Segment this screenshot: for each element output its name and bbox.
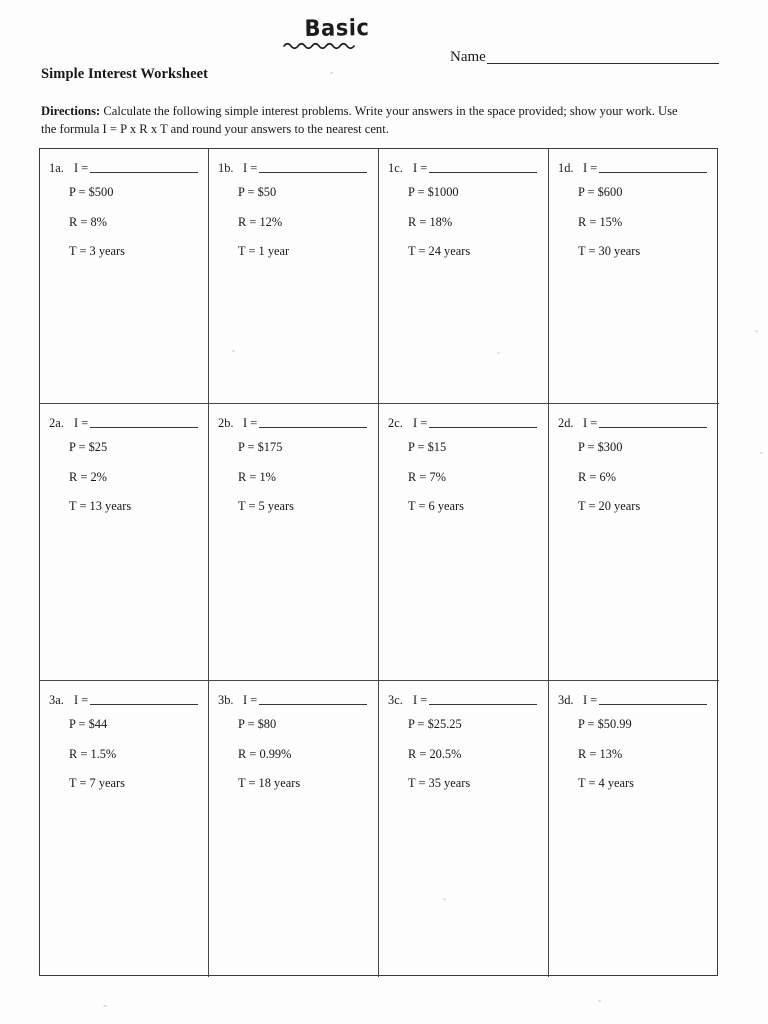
rate-value: R = 0.99% xyxy=(238,746,292,761)
principal-value: P = $80 xyxy=(238,717,277,732)
problem-number: 2c. xyxy=(388,416,403,430)
answer-prompt: I = xyxy=(74,693,89,707)
handwritten-basic-annotation xyxy=(282,14,392,42)
directions-paragraph xyxy=(41,103,686,139)
time-value: T = 13 years xyxy=(69,499,132,514)
problem-number: 1c. xyxy=(388,161,403,175)
principal-value: P = $50 xyxy=(238,185,277,200)
problem-answer-row xyxy=(49,162,202,175)
problem-answer-row xyxy=(388,162,542,175)
rate-value: R = 1.5% xyxy=(69,746,117,761)
directions-label: Directions: xyxy=(41,104,101,118)
rate-value: R = 6% xyxy=(578,469,616,484)
name-field[interactable] xyxy=(450,50,719,66)
directions-text: Calculate the following simple interest problems. Write your answers in the space provided; show your work. Use the formula I = P x R x T and round your answers to the nearest cent. xyxy=(41,104,678,136)
problem-cell-1c xyxy=(379,149,549,404)
scan-artifact xyxy=(330,72,333,74)
answer-write-in-line[interactable] xyxy=(429,704,537,705)
problem-grid xyxy=(39,148,718,976)
time-value: T = 35 years xyxy=(408,776,471,791)
principal-value: P = $25 xyxy=(69,440,108,455)
problem-number: 1d. xyxy=(558,161,574,175)
answer-prompt: I = xyxy=(413,693,428,707)
answer-write-in-line[interactable] xyxy=(90,172,198,173)
problem-number: 3b. xyxy=(218,693,234,707)
problem-cell-3a xyxy=(40,681,209,977)
rate-value: R = 1% xyxy=(238,469,276,484)
answer-write-in-line[interactable] xyxy=(259,172,367,173)
rate-value: R = 12% xyxy=(238,214,283,229)
principal-value: P = $1000 xyxy=(408,185,459,200)
problem-number: 3a. xyxy=(49,693,64,707)
page-title: Simple Interest Worksheet xyxy=(41,66,209,82)
answer-prompt: I = xyxy=(583,693,598,707)
problem-answer-row xyxy=(218,162,372,175)
problem-number: 2d. xyxy=(558,416,574,430)
squiggle-underline-icon xyxy=(283,41,357,50)
principal-value: P = $300 xyxy=(578,440,623,455)
principal-value: P = $500 xyxy=(69,185,114,200)
problem-number: 2b. xyxy=(218,416,234,430)
principal-value: P = $600 xyxy=(578,185,623,200)
principal-value: P = $44 xyxy=(69,717,108,732)
rate-value: R = 18% xyxy=(408,214,453,229)
principal-value: P = $50.99 xyxy=(578,717,632,732)
principal-value: P = $25.25 xyxy=(408,717,462,732)
problem-cell-2b xyxy=(209,404,379,681)
answer-prompt: I = xyxy=(74,161,89,175)
answer-prompt: I = xyxy=(243,693,258,707)
time-value: T = 20 years xyxy=(578,499,641,514)
answer-prompt: I = xyxy=(583,161,598,175)
answer-write-in-line[interactable] xyxy=(259,704,367,705)
problem-number: 3d. xyxy=(558,693,574,707)
answer-write-in-line[interactable] xyxy=(599,704,707,705)
problem-givens xyxy=(558,186,713,257)
name-label: Name xyxy=(450,49,486,65)
problem-givens xyxy=(558,718,713,789)
problem-number: 2a. xyxy=(49,416,64,430)
scan-artifact xyxy=(232,350,235,352)
problem-givens xyxy=(388,186,542,257)
answer-write-in-line[interactable] xyxy=(599,172,707,173)
problem-answer-row xyxy=(388,694,542,707)
time-value: T = 6 years xyxy=(408,499,464,514)
scan-artifact xyxy=(497,352,500,354)
problem-cell-2c xyxy=(379,404,549,681)
scan-artifact xyxy=(760,452,763,454)
problem-number: 1b. xyxy=(218,161,234,175)
problem-cell-3c xyxy=(379,681,549,977)
problem-answer-row xyxy=(49,694,202,707)
rate-value: R = 20.5% xyxy=(408,746,462,761)
answer-prompt: I = xyxy=(583,416,598,430)
time-value: T = 18 years xyxy=(238,776,301,791)
answer-prompt: I = xyxy=(413,161,428,175)
name-write-in-line[interactable] xyxy=(487,63,719,64)
problem-givens xyxy=(388,718,542,789)
answer-prompt: I = xyxy=(74,416,89,430)
scan-artifact xyxy=(103,1005,107,1007)
scan-artifact xyxy=(755,330,758,332)
scan-artifact xyxy=(443,898,446,900)
problem-givens xyxy=(558,441,713,512)
time-value: T = 5 years xyxy=(238,499,294,514)
problem-answer-row xyxy=(218,417,372,430)
rate-value: R = 7% xyxy=(408,469,446,484)
problem-cell-2a xyxy=(40,404,209,681)
problem-answer-row xyxy=(218,694,372,707)
answer-prompt: I = xyxy=(413,416,428,430)
problem-cell-3b xyxy=(209,681,379,977)
handwritten-basic-text: Basic xyxy=(304,14,370,42)
problem-givens xyxy=(49,441,202,512)
time-value: T = 4 years xyxy=(578,776,634,791)
problem-answer-row xyxy=(49,417,202,430)
problem-answer-row xyxy=(558,694,713,707)
principal-value: P = $175 xyxy=(238,440,283,455)
problem-givens xyxy=(49,186,202,257)
time-value: T = 3 years xyxy=(69,244,125,259)
answer-prompt: I = xyxy=(243,416,258,430)
time-value: T = 30 years xyxy=(578,244,641,259)
rate-value: R = 15% xyxy=(578,214,623,229)
problem-answer-row xyxy=(558,417,713,430)
problem-givens xyxy=(218,718,372,789)
answer-write-in-line[interactable] xyxy=(599,427,707,428)
answer-write-in-line[interactable] xyxy=(90,704,198,705)
answer-write-in-line[interactable] xyxy=(429,172,537,173)
time-value: T = 7 years xyxy=(69,776,125,791)
time-value: T = 24 years xyxy=(408,244,471,259)
problem-givens xyxy=(49,718,202,789)
problem-cell-1a xyxy=(40,149,209,404)
problem-cell-3d xyxy=(549,681,719,977)
problem-number: 1a. xyxy=(49,161,64,175)
problem-answer-row xyxy=(558,162,713,175)
time-value: T = 1 year xyxy=(238,244,290,259)
rate-value: R = 2% xyxy=(69,469,107,484)
answer-write-in-line[interactable] xyxy=(90,427,198,428)
problem-cell-1b xyxy=(209,149,379,404)
problem-number: 3c. xyxy=(388,693,403,707)
rate-value: R = 8% xyxy=(69,214,107,229)
problem-cell-2d xyxy=(549,404,719,681)
principal-value: P = $15 xyxy=(408,440,447,455)
problem-cell-1d xyxy=(549,149,719,404)
problem-givens xyxy=(388,441,542,512)
problem-answer-row xyxy=(388,417,542,430)
answer-write-in-line[interactable] xyxy=(259,427,367,428)
scan-artifact xyxy=(598,1000,601,1002)
answer-prompt: I = xyxy=(243,161,258,175)
answer-write-in-line[interactable] xyxy=(429,427,537,428)
rate-value: R = 13% xyxy=(578,746,623,761)
problem-givens xyxy=(218,441,372,512)
problem-givens xyxy=(218,186,372,257)
